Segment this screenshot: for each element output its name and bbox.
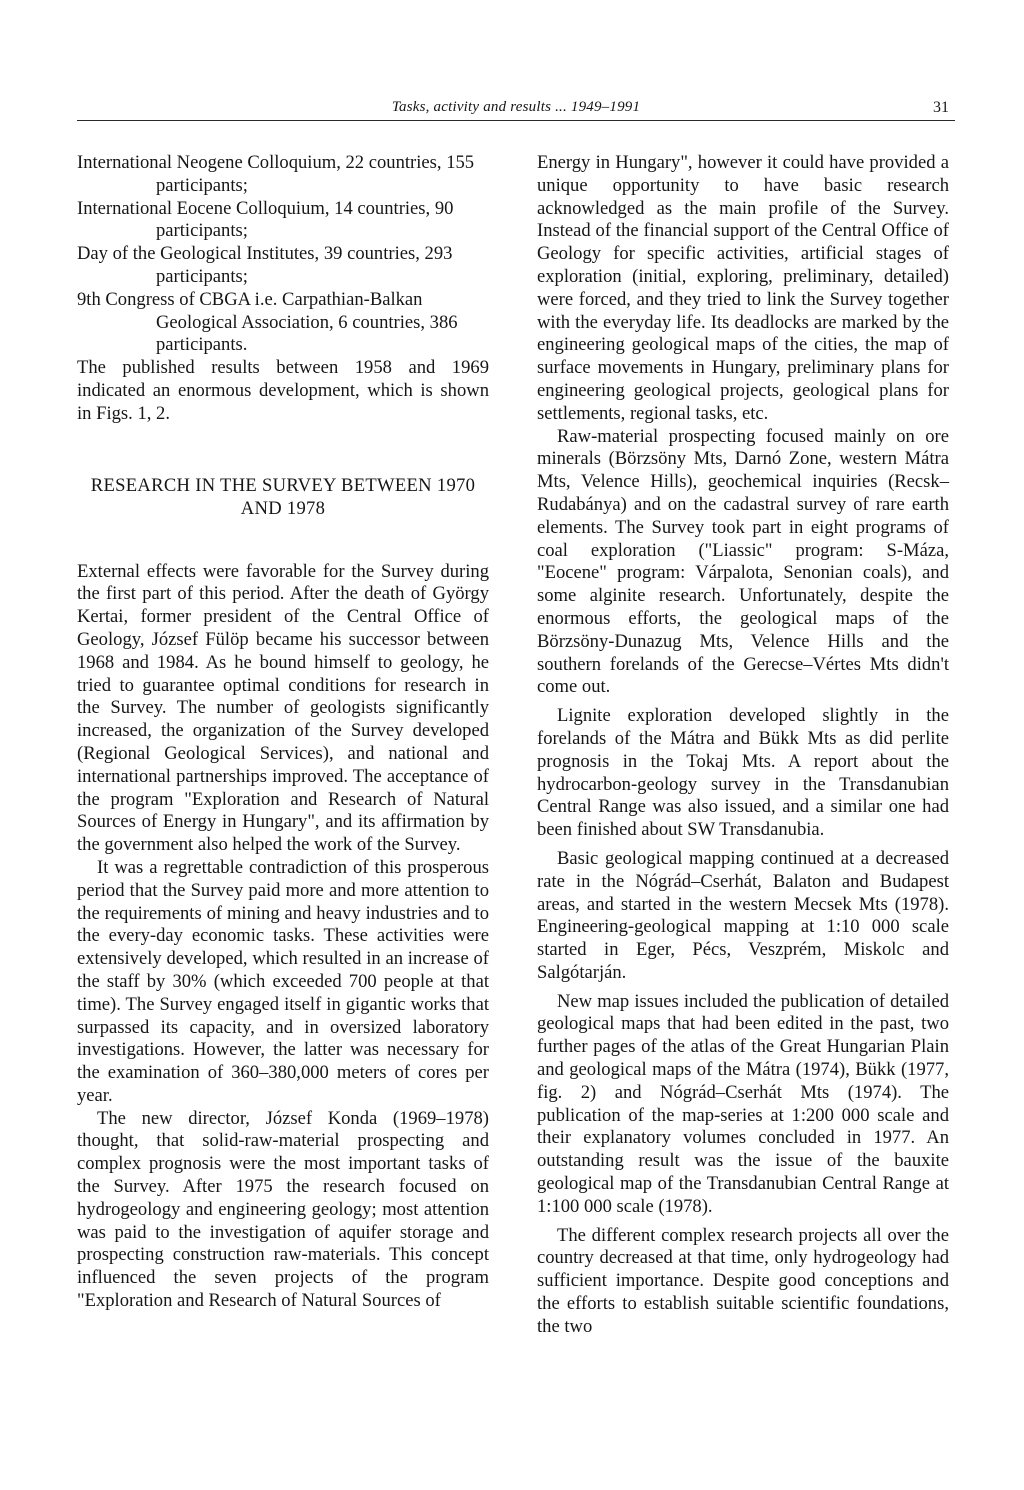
left-column [77,152,489,1313]
list-item: International Neogene Colloquium, 22 countries, 155 participants; [77,152,475,196]
paragraph: Lignite exploration developed slightly in the forelands of the Mátra and Bükk Mts as did perlite prognosis in the Tokaj Mts. A report about the hydrocarbon-geology survey in the Transdanubian Central Range was also issued, and a similar one had been finished about SW Transdanubia. [537,705,949,841]
running-head: Tasks, activity and results ... 1949–1991 [391,99,641,115]
section-heading-line: RESEARCH IN THE SURVEY BETWEEN 1970 [90,474,476,496]
paragraph: External effects were favorable for the Survey during the first part of this period. After the death of György Kertai, former president of the Central Office of Geology, József Fülöp became his successor between 1968 and 1984. As he bound himself to geology, he tried to guarantee optimal conditions for research in the Survey. The number of geologists significantly increased, the organization of the Survey developed (Regional Geological Services), and national and international partnerships improved. The acceptance of the program "Exploration and Research of Natural Sources of Energy in Hungary", and its affirmation by the government also helped the work of the Survey. [77,560,489,856]
list-item: Day of the Geological Institutes, 39 countries, 293 participants; [77,243,453,287]
paragraph: The different complex research projects all over the country decreased at that time, only hydrogeology had sufficient importance. Despite good conceptions and the efforts to establish suitable scientific foundations, the two [537,1224,949,1337]
list-item: International Eocene Colloquium, 14 countries, 90 participants; [77,197,454,242]
paragraph: It was a regrettable contradiction of this prosperous period that the Survey paid more and more attention to the requirements of mining and heavy industries and to the every-day economic tasks. These activities were extensively developed, which resulted in an increase of the staff by 30% (which exceeded 700 people at that time). The Survey engaged itself in gigantic works that surpassed its capacity, and in oversized laboratory investigations. However, the latter was necessary for the examination of 360–380,000 meters of cores per year. [77,856,489,1106]
section-heading [77,474,489,521]
paragraph: Basic geological mapping continued at a decreased rate in the Nógrád–Cserhát, Balaton and Budapest areas, and started in the western Mecsek Mts (1978). Engineering-geological mapping at 1:10 000 scale started in Eger, Pécs, Veszprém, Miskolc and Salgótarján. [537,847,949,983]
right-column [537,152,949,1339]
paragraph: The published results between 1958 and 1969 indicated an enormous development, which is shown in Figs. 1, 2. [77,357,489,424]
section-heading-line: AND 1978 [240,498,326,520]
page-header [77,96,955,121]
paragraph: New map issues included the publication of detailed geological maps that had been edited in the past, two further pages of the atlas of the Great Hungarian Plain and geological maps of the Mátra (1974), Bükk (1977, fig. 2) and Nógrád–Cserhát Mts (1974). The publication of the map-series at 1:200 000 scale and their explanatory volumes concluded in 1977. An outstanding result was the issue of the bauxite geological map of the Transdanubian Central Range at 1:100 000 scale (1978). [537,990,949,1217]
paragraph: The new director, József Konda (1969–1978) thought, that solid-raw-material prospecting and complex prognosis were the most important tasks of the Survey. After 1975 the research focused on hydrogeology and engineering geology; most attention was paid to the investigation of aquifer storage and prospecting construction raw-materials. This concept influenced the seven projects of the program "Exploration and Research of Natural Sources of [77,1107,489,1312]
page-number: 31 [933,99,949,116]
list-item: 9th Congress of CBGA i.e. Carpathian-Balkan Geological Association, 6 countries, 386 participants. [77,288,458,356]
paragraph: Raw-material prospecting focused mainly on ore minerals (Börzsöny Mts, Darnó Zone, western Mátra Mts, Velence Hills), geochemical inquiries (Recsk–Rudabánya) and on the cadastral survey of rare earth elements. The Survey took part in eight programs of coal exploration ("Liassic" program: S-Máza, "Eocene" program: Várpalota, Senonian coals), and some alginite research. Unfortunately, despite the enormous efforts, the geological maps of the Börzsöny-Dunazug Mts, Velence Hills and the southern forelands of the Gerecse–Vértes Mts didn't come out. [537,425,949,698]
paragraph: Energy in Hungary", however it could have provided a unique opportunity to have basic research acknowledged as the main profile of the Survey. Instead of the financial support of the Central Office of Geology for specific activities, artificial stages of exploration (initial, exploring, preliminary, detailed) were forced, and they tried to link the Survey together with the everyday life. Its deadlocks are marked by the engineering geological maps of the cities, the map of surface movements in Hungary, preliminary plans for engineering geological projects, geological plans for settlements, regional tasks, etc. [537,152,949,424]
